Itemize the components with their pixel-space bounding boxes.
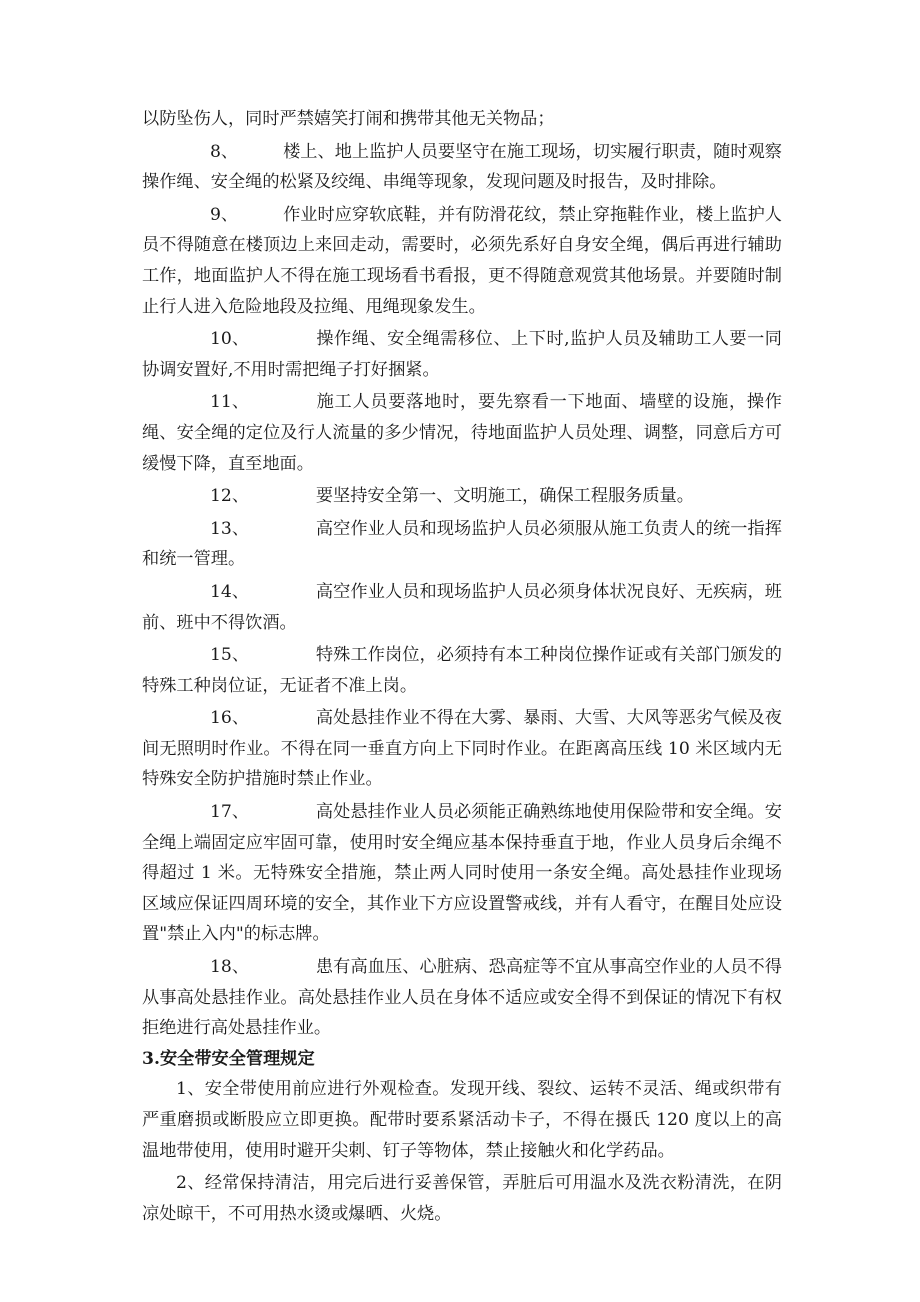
item-number: 18、 bbox=[210, 957, 250, 978]
rule-item-16 bbox=[142, 703, 782, 795]
rule-item-10 bbox=[142, 324, 782, 385]
item-text: 2、经常保持清洁，用完后进行妥善保管，弄脏后可用温水及洗衣粉清洗，在阴凉处晾干，不可用热水烫或爆晒、火烧。 bbox=[142, 1173, 782, 1224]
item-text: 高处悬挂作业不得在大雾、暴雨、大雪、大风等恶劣气候及夜间无照明时作业。不得在同一垂直方向上下同时作业。在距离高压线 10 米区域内无特殊安全防护措施时禁止作业。 bbox=[142, 708, 782, 790]
item-text: 操作绳、安全绳需移位、上下时,监护人员及辅助工人要一同协调安置好,不用时需把绳子打好捆紧。 bbox=[142, 329, 782, 380]
item-number: 9、 bbox=[210, 204, 239, 225]
item-number: 11、 bbox=[210, 392, 250, 413]
rule-item-9 bbox=[142, 200, 782, 322]
rule-item-17 bbox=[142, 797, 782, 950]
item-text: 高空作业人员和现场监护人员必须服从施工负责人的统一指挥和统一管理。 bbox=[142, 518, 782, 570]
item-text: 患有高血压、心脏病、恐高症等不宜从事高空作业的人员不得从事高处悬挂作业。高处悬挂作业人员在身体不适应或安全得不到保证的情况下有权拒绝进行高处悬挂作业。 bbox=[142, 957, 782, 1039]
rule-item-11 bbox=[142, 387, 782, 479]
section-heading: 3.安全带安全管理规定 bbox=[142, 1048, 315, 1069]
item-text: 1、安全带使用前应进行外观检查。发现开线、裂纹、运转不灵活、绳或织带有严重磨损或断股应立即更换。配带时要系紧活动卡子，不得在摄氏 120 度以上的高温地带使用，使用时避开尖刺、钉子等物体，禁止接触火和化学药品。 bbox=[142, 1079, 782, 1161]
paragraph-continuation bbox=[142, 104, 782, 135]
rule-item-8 bbox=[142, 137, 782, 198]
item-text: 高处悬挂作业人员必须能正确熟练地使用保险带和安全绳。安全绳上端固定应牢固可靠，使用时安全绳应基本保持垂直于地，作业人员身后余绳不得超过 1 米。无特殊安全措施，禁止两人同时使用一条安全绳。高处悬挂作业现场区域应保证四周环境的安全，其作业下方应设置警戒线，并有人看守，在醒目处应设置"禁止入内"的标志牌。 bbox=[142, 802, 782, 945]
item-number: 13、 bbox=[210, 518, 250, 539]
item-text: 作业时应穿软底鞋，并有防滑花纹，禁止穿拖鞋作业，楼上监护人员不得随意在楼顶边上来回走动，需要时，必须先系好自身安全绳，偶后再进行辅助工作，地面监护人不得在施工现场看书看报，更不得随意观赏其他场景。并要随时制止行人进入危险地段及拉绳、甩绳现象发生。 bbox=[142, 204, 782, 317]
rule-item-13 bbox=[142, 514, 782, 575]
rule-item-14 bbox=[142, 577, 782, 638]
item-text: 特殊工作岗位，必须持有本工种岗位操作证或有关部门颁发的特殊工种岗位证，无证者不准上岗。 bbox=[142, 645, 782, 696]
rule-item-12 bbox=[142, 481, 782, 512]
rule-item-18 bbox=[142, 952, 782, 1044]
section-item-1 bbox=[142, 1074, 782, 1166]
item-text: 楼上、地上监护人员要坚守在施工现场，切实履行职责，随时观察操作绳、安全绳的松紧及绞绳、串绳等现象，发现问题及时报告，及时排除。 bbox=[142, 141, 782, 193]
item-number: 10、 bbox=[210, 329, 250, 350]
item-number: 16、 bbox=[210, 708, 250, 729]
document-page bbox=[142, 104, 782, 1229]
item-number: 15、 bbox=[210, 645, 250, 666]
paragraph-text: 以防坠伤人，同时严禁嬉笑打闹和携带其他无关物品； bbox=[142, 109, 555, 129]
item-text: 施工人员要落地时，要先察看一下地面、墙壁的设施，操作绳、安全绳的定位及行人流量的多少情况，待地面监护人员处理、调整，同意后方可缓慢下降，直至地面。 bbox=[142, 392, 782, 474]
item-number: 12、 bbox=[210, 486, 250, 507]
item-number: 14、 bbox=[210, 581, 250, 602]
section-item-2 bbox=[142, 1168, 782, 1229]
item-text: 高空作业人员和现场监护人员必须身体状况良好、无疾病，班前、班中不得饮酒。 bbox=[142, 581, 782, 633]
item-number: 8、 bbox=[210, 141, 239, 162]
item-number: 17、 bbox=[210, 802, 250, 823]
item-text: 要坚持安全第一、文明施工，确保工程服务质量。 bbox=[315, 486, 694, 507]
rule-item-15 bbox=[142, 640, 782, 701]
